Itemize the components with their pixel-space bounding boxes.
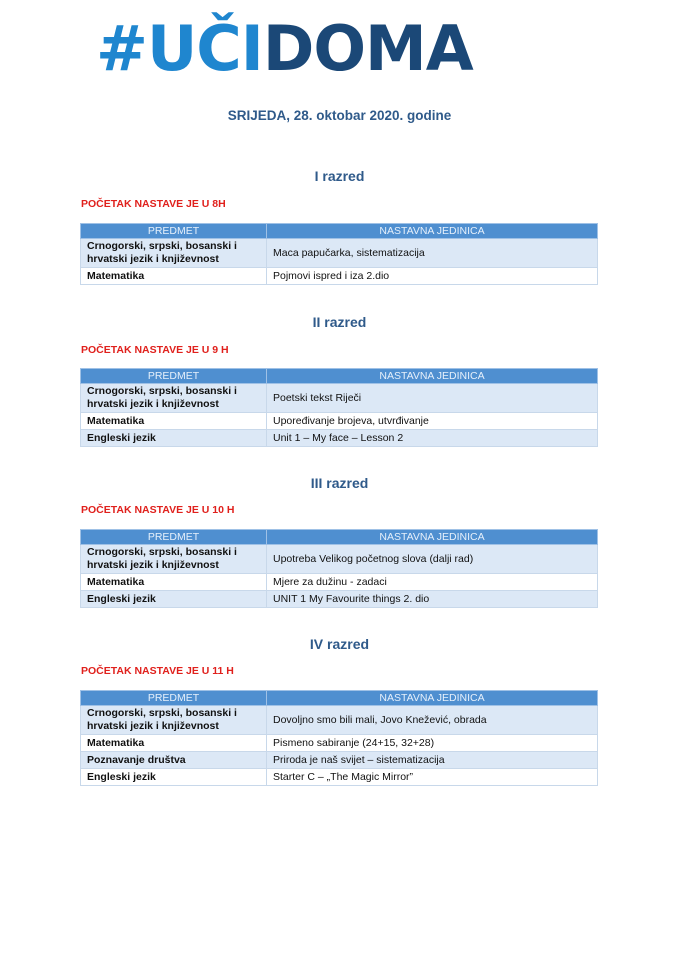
date-heading: SRIJEDA, 28. oktobar 2020. godine bbox=[227, 108, 452, 123]
unit-cell: Priroda je naš svijet – sistematizacija bbox=[267, 752, 598, 769]
start-time-notice: POČETAK NASTAVE JE U 9 H bbox=[81, 344, 229, 356]
unit-cell: Dovoljno smo bili mali, Jovo Knežević, obrada bbox=[267, 706, 598, 735]
table-row bbox=[81, 591, 598, 608]
grade-title: III razred bbox=[310, 475, 369, 491]
schedule-table bbox=[80, 690, 598, 786]
grade-title: IV razred bbox=[309, 636, 370, 652]
table-header-row bbox=[81, 530, 598, 545]
subject-cell: Crnogorski, srpski, bosanski i hrvatski jezik i književnost bbox=[81, 706, 267, 735]
subject-cell: Matematika bbox=[81, 574, 267, 591]
header-subject: PREDMET bbox=[81, 530, 267, 545]
table-row bbox=[81, 769, 598, 786]
table-row bbox=[81, 413, 598, 430]
subject-cell: Engleski jezik bbox=[81, 430, 267, 447]
schedule-table bbox=[80, 529, 598, 608]
unit-cell: UNIT 1 My Favourite things 2. dio bbox=[267, 591, 598, 608]
table-header-row bbox=[81, 224, 598, 239]
schedule-table bbox=[80, 368, 598, 447]
subject-cell: Poznavanje društva bbox=[81, 752, 267, 769]
header-unit: NASTAVNA JEDINICA bbox=[267, 530, 598, 545]
header-unit: NASTAVNA JEDINICA bbox=[267, 691, 598, 706]
table-row bbox=[81, 268, 598, 285]
table-row bbox=[81, 545, 598, 574]
grade-title: II razred bbox=[312, 314, 367, 330]
table-header-row bbox=[81, 369, 598, 384]
header-unit: NASTAVNA JEDINICA bbox=[267, 369, 598, 384]
logo-part-1: #UČI bbox=[96, 12, 263, 85]
unit-cell: Poetski tekst Riječi bbox=[267, 384, 598, 413]
unit-cell: Upotreba Velikog početnog slova (dalji rad) bbox=[267, 545, 598, 574]
logo-part-2: DOMA bbox=[262, 12, 473, 85]
table-row bbox=[81, 735, 598, 752]
header-unit: NASTAVNA JEDINICA bbox=[267, 224, 598, 239]
unit-cell: Starter C – „The Magic Mirror” bbox=[267, 769, 598, 786]
unit-cell: Upoređivanje brojeva, utvrđivanje bbox=[267, 413, 598, 430]
ucidoma-logo bbox=[96, 14, 473, 84]
start-time-notice: POČETAK NASTAVE JE U 8H bbox=[81, 198, 226, 210]
table-row bbox=[81, 752, 598, 769]
header-subject: PREDMET bbox=[81, 369, 267, 384]
subject-cell: Matematika bbox=[81, 735, 267, 752]
subject-cell: Engleski jezik bbox=[81, 591, 267, 608]
start-time-notice: POČETAK NASTAVE JE U 10 H bbox=[81, 504, 235, 516]
subject-cell: Matematika bbox=[81, 413, 267, 430]
header-subject: PREDMET bbox=[81, 691, 267, 706]
grade-title: I razred bbox=[314, 168, 365, 184]
unit-cell: Pojmovi ispred i iza 2.dio bbox=[267, 268, 598, 285]
table-row bbox=[81, 239, 598, 268]
schedule-table bbox=[80, 223, 598, 285]
subject-cell: Matematika bbox=[81, 268, 267, 285]
subject-cell: Crnogorski, srpski, bosanski i hrvatski jezik i književnost bbox=[81, 239, 267, 268]
header-subject: PREDMET bbox=[81, 224, 267, 239]
table-row bbox=[81, 574, 598, 591]
unit-cell: Mjere za dužinu - zadaci bbox=[267, 574, 598, 591]
unit-cell: Maca papučarka, sistematizacija bbox=[267, 239, 598, 268]
table-row bbox=[81, 706, 598, 735]
subject-cell: Crnogorski, srpski, bosanski i hrvatski jezik i književnost bbox=[81, 545, 267, 574]
table-row bbox=[81, 384, 598, 413]
table-header-row bbox=[81, 691, 598, 706]
subject-cell: Crnogorski, srpski, bosanski i hrvatski jezik i književnost bbox=[81, 384, 267, 413]
subject-cell: Engleski jezik bbox=[81, 769, 267, 786]
unit-cell: Unit 1 – My face – Lesson 2 bbox=[267, 430, 598, 447]
start-time-notice: POČETAK NASTAVE JE U 11 H bbox=[81, 665, 234, 677]
table-row bbox=[81, 430, 598, 447]
unit-cell: Pismeno sabiranje (24+15, 32+28) bbox=[267, 735, 598, 752]
